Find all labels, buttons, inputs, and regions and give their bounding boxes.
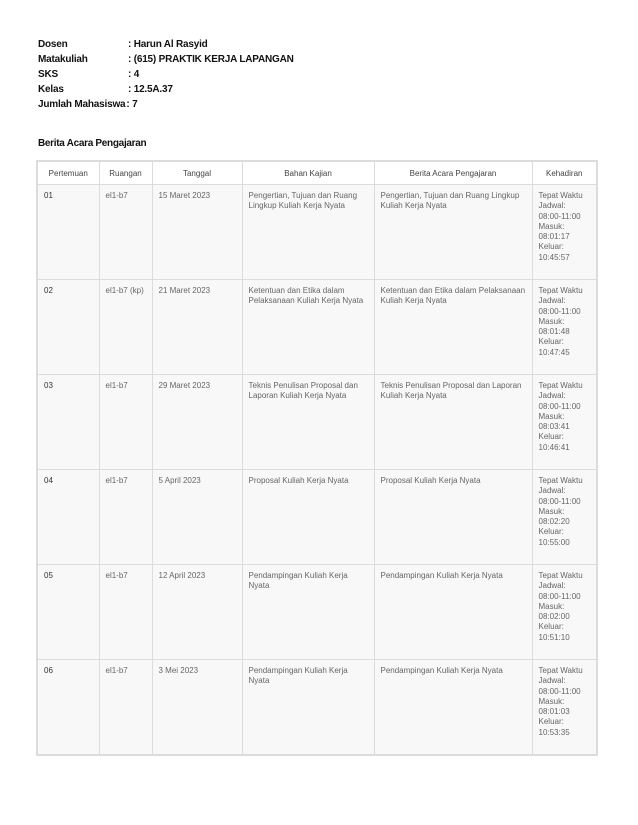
cell-ruangan: el1-b7: [99, 375, 152, 470]
info-row-kelas: [38, 82, 294, 97]
schedule-time: 08:00-11:00: [538, 591, 581, 601]
check-in-label: Masuk:: [538, 601, 565, 611]
cell-tanggal: 29 Maret 2023: [152, 375, 242, 470]
cell-kehadiran: [532, 375, 597, 470]
check-out-time: 10:45:57: [538, 252, 570, 262]
header-bahan-kajian: Bahan Kajian: [242, 161, 374, 185]
info-row-dosen: [38, 37, 294, 52]
check-in-time: 08:02:20: [538, 517, 570, 527]
cell-bahan-kajian: Ketentuan dan Etika dalam Pelaksanaan Kuliah Kerja Nyata: [242, 280, 374, 375]
info-label: Dosen: [38, 39, 68, 50]
table-row: [37, 185, 597, 280]
cell-pertemuan: 05: [37, 565, 99, 660]
cell-berita-acara: Ketentuan dan Etika dalam Pelaksanaan Kuliah Kerja Nyata: [374, 280, 532, 375]
cell-bahan-kajian: Pengertian, Tujuan dan Ruang Lingkup Kuliah Kerja Nyata: [242, 185, 374, 280]
table-row: [37, 280, 597, 375]
attendance-status: Tepat Waktu: [538, 476, 583, 485]
check-in-time: 08:03:41: [538, 422, 570, 432]
info-value: : 4: [128, 69, 140, 80]
check-out-label: Keluar:: [538, 242, 564, 252]
check-in-time: 08:02:00: [538, 612, 570, 622]
header-pertemuan: Pertemuan: [37, 161, 99, 185]
table-row: [37, 470, 597, 565]
cell-kehadiran: [532, 660, 597, 756]
table-row: [37, 660, 597, 756]
check-out-time: 10:47:45: [538, 347, 570, 357]
attendance-status: Tepat Waktu: [538, 381, 583, 390]
cell-berita-acara: Pendampingan Kuliah Kerja Nyata: [374, 565, 532, 660]
cell-kehadiran: [532, 280, 597, 375]
check-out-time: 10:51:10: [538, 632, 570, 642]
cell-tanggal: 21 Maret 2023: [152, 280, 242, 375]
info-row-matakuliah: [38, 52, 294, 67]
cell-ruangan: el1-b7: [99, 660, 152, 756]
cell-pertemuan: 03: [37, 375, 99, 470]
info-value: : 7: [126, 99, 138, 110]
check-in-label: Masuk:: [538, 221, 565, 231]
info-label: Kelas: [38, 84, 64, 95]
table-header-row: [37, 161, 597, 185]
cell-ruangan: el1-b7: [99, 470, 152, 565]
cell-berita-acara: Teknis Penulisan Proposal dan Laporan Kuliah Kerja Nyata: [374, 375, 532, 470]
table-row: [37, 375, 597, 470]
header-tanggal: Tanggal: [152, 161, 242, 185]
header-kehadiran: Kehadiran: [532, 161, 597, 185]
check-out-time: 10:53:35: [538, 727, 570, 737]
schedule-time: 08:00-11:00: [538, 496, 581, 506]
attendance-status: Tepat Waktu: [538, 286, 583, 295]
header-berita-acara: Berita Acara Pengajaran: [374, 161, 532, 185]
cell-berita-acara: Pendampingan Kuliah Kerja Nyata: [374, 660, 532, 756]
cell-pertemuan: 01: [37, 185, 99, 280]
attendance-status: Tepat Waktu: [538, 666, 583, 675]
check-in-time: 08:01:03: [538, 707, 570, 717]
info-label: Matakuliah: [38, 54, 88, 65]
attendance-status: Tepat Waktu: [538, 191, 583, 200]
info-row-sks: [38, 67, 294, 82]
info-value: : (615) PRAKTIK KERJA LAPANGAN: [128, 54, 294, 65]
cell-bahan-kajian: Pendampingan Kuliah Kerja Nyata: [242, 660, 374, 756]
check-out-time: 10:46:41: [538, 442, 570, 452]
info-label: SKS: [38, 69, 58, 80]
check-in-label: Masuk:: [538, 316, 565, 326]
check-out-label: Keluar:: [538, 432, 564, 442]
cell-tanggal: 3 Mei 2023: [152, 660, 242, 756]
check-out-label: Keluar:: [538, 622, 564, 632]
check-in-label: Masuk:: [538, 411, 565, 421]
check-in-label: Masuk:: [538, 506, 565, 516]
schedule-label: Jadwal:: [538, 581, 566, 591]
cell-pertemuan: 06: [37, 660, 99, 756]
cell-ruangan: el1-b7: [99, 185, 152, 280]
cell-kehadiran: [532, 470, 597, 565]
table-row: [37, 565, 597, 660]
cell-kehadiran: [532, 565, 597, 660]
header-ruangan: Ruangan: [99, 161, 152, 185]
course-info: [38, 37, 294, 112]
check-in-time: 08:01:48: [538, 327, 570, 337]
check-out-label: Keluar:: [538, 717, 564, 727]
cell-kehadiran: [532, 185, 597, 280]
cell-bahan-kajian: Proposal Kuliah Kerja Nyata: [242, 470, 374, 565]
check-in-label: Masuk:: [538, 696, 565, 706]
cell-bahan-kajian: Teknis Penulisan Proposal dan Laporan Kuliah Kerja Nyata: [242, 375, 374, 470]
schedule-time: 08:00-11:00: [538, 401, 581, 411]
info-row-jumlah-mahasiswa: [38, 97, 294, 112]
cell-ruangan: el1-b7 (kp): [99, 280, 152, 375]
schedule-label: Jadwal:: [538, 676, 566, 686]
cell-bahan-kajian: Pendampingan Kuliah Kerja Nyata: [242, 565, 374, 660]
attendance-status: Tepat Waktu: [538, 571, 583, 580]
schedule-time: 08:00-11:00: [538, 211, 581, 221]
cell-pertemuan: 04: [37, 470, 99, 565]
check-out-label: Keluar:: [538, 527, 564, 537]
check-out-label: Keluar:: [538, 337, 564, 347]
schedule-label: Jadwal:: [538, 391, 566, 401]
cell-tanggal: 15 Maret 2023: [152, 185, 242, 280]
cell-tanggal: 5 April 2023: [152, 470, 242, 565]
section-title: Berita Acara Pengajaran: [38, 138, 147, 149]
info-value: : Harun Al Rasyid: [128, 39, 208, 50]
schedule-time: 08:00-11:00: [538, 306, 581, 316]
schedule-label: Jadwal:: [538, 296, 566, 306]
schedule-label: Jadwal:: [538, 486, 566, 496]
cell-ruangan: el1-b7: [99, 565, 152, 660]
info-label: Jumlah Mahasiswa: [38, 99, 126, 110]
cell-berita-acara: Pengertian, Tujuan dan Ruang Lingkup Kuliah Kerja Nyata: [374, 185, 532, 280]
schedule-time: 08:00-11:00: [538, 686, 581, 696]
cell-tanggal: 12 April 2023: [152, 565, 242, 660]
check-in-time: 08:01:17: [538, 232, 570, 242]
schedule-label: Jadwal:: [538, 201, 566, 211]
check-out-time: 10:55:00: [538, 537, 570, 547]
info-value: : 12.5A.37: [128, 84, 173, 95]
cell-pertemuan: 02: [37, 280, 99, 375]
teaching-report-table: [36, 160, 598, 756]
cell-berita-acara: Proposal Kuliah Kerja Nyata: [374, 470, 532, 565]
